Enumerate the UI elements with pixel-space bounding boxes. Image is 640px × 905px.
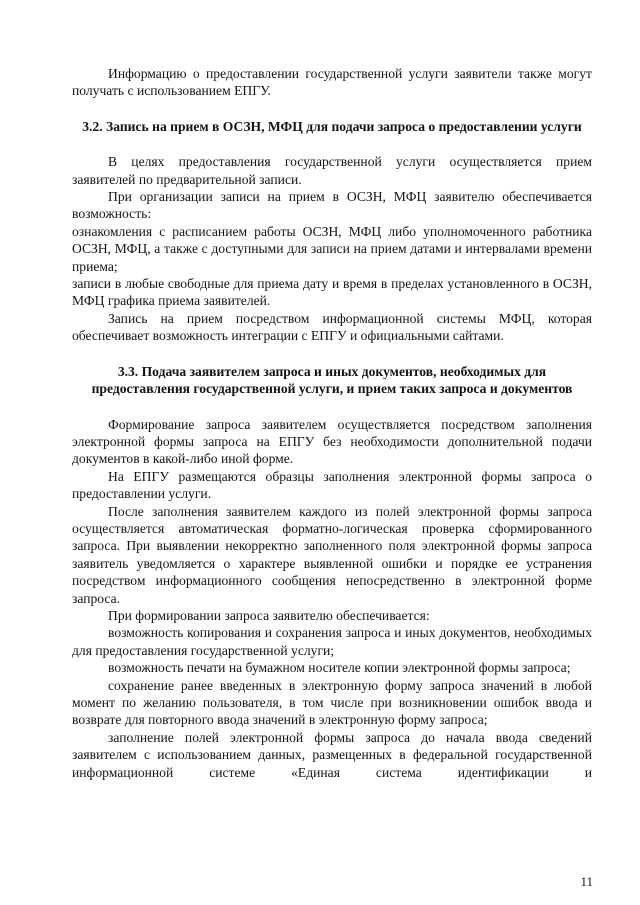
list-item: возможность копирования и сохранения запроса и иных документов, необходимых для предоставления государственной услуги; (72, 625, 592, 658)
paragraph: Запись на прием посредством информационной системы МФЦ, которая обеспечивает возможность интеграции с ЕПГУ и официальными сайтами. (72, 310, 592, 344)
section-3-3-heading: 3.3. Подача заявителем запроса и иных документов, необходимых для предоставления государственной услуги, и прием таких запроса и документов (91, 363, 573, 397)
list-item: сохранение ранее введенных в электронную форму запроса значений в любой момент по желанию пользователя, в том числе при возникновении ошибок ввода и возврате для повторного ввода значений в электронную форму запроса; (72, 677, 592, 728)
paragraph: При организации записи на прием в ОСЗН, МФЦ заявителю обеспечивается возможность: (72, 189, 592, 222)
document-body (72, 65, 592, 781)
page-number: 11 (580, 874, 593, 889)
list-item: ознакомления с расписанием работы ОСЗН, МФЦ либо уполномоченного работника ОСЗН, МФЦ, а также с доступными для записи на прием датами и интервалами времени приема; (72, 223, 592, 274)
paragraph: При формировании запроса заявителю обеспечивается: (108, 607, 430, 623)
intro-paragraph: Информацию о предоставлении государственной услуги заявители также могут получать с использованием ЕПГУ. (72, 66, 592, 99)
paragraph: Формирование запроса заявителем осуществляется посредством заполнения электронной формы запроса на ЕПГУ без необходимости дополнительной подачи документов в какой-либо иной форме. (72, 416, 592, 467)
paragraph: После заполнения заявителем каждого из полей электронной формы запроса осуществляется автоматическая форматно-логическая проверка сформированного запроса. При выявлении некорректно заполненного поля электронной формы запроса заявитель уведомляется о характере выявленной ошибки и порядке ее устранения посредством информационного сообщения непосредственно в электронной форме запроса. (72, 503, 592, 606)
list-item: заполнение полей электронной формы запроса до начала ввода сведений заявителем с использованием данных, размещенных в федеральной государственной информационной системе «Единая система идентификации и (72, 729, 592, 780)
paragraph: В целях предоставления государственной услуги осуществляется прием заявителей по предварительной записи. (72, 154, 592, 187)
list-item: возможность печати на бумажном носителе копии электронной формы запроса; (108, 660, 571, 676)
section-3-2-heading: 3.2. Запись на прием в ОСЗН, МФЦ для подачи запроса о предоставлении услуги (82, 118, 582, 134)
list-item: записи в любые свободные для приема дату и время в пределах установленного в ОСЗН, МФЦ графика приема заявителей. (72, 276, 592, 309)
paragraph: На ЕПГУ размещаются образцы заполнения электронной формы запроса о предоставлении услуги. (72, 468, 592, 502)
